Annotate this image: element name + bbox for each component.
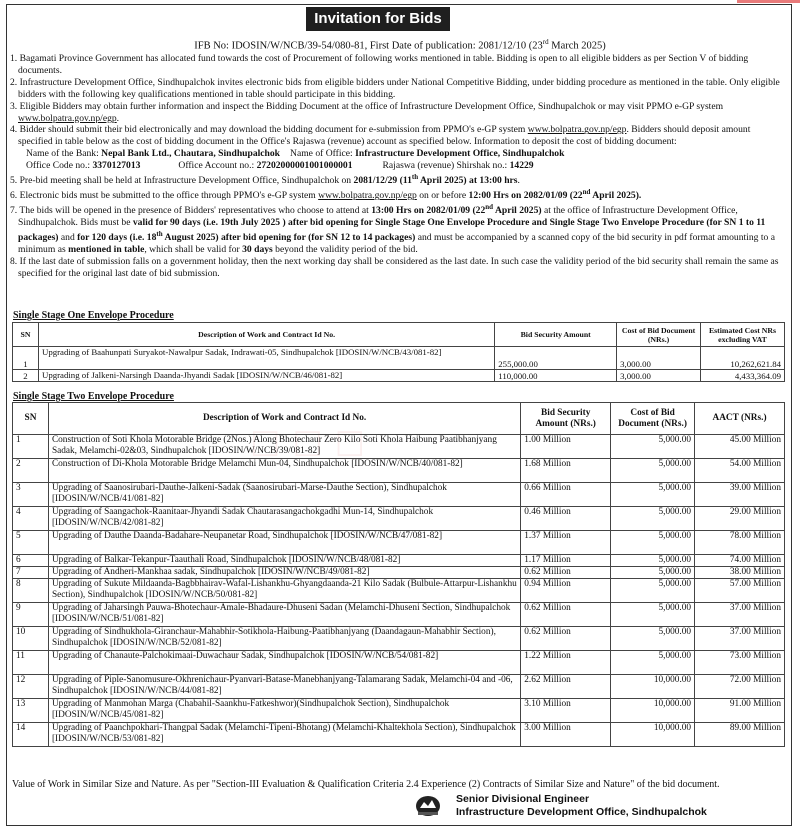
cell-cost: 38.00 Million: [695, 567, 785, 579]
table-row: [13, 483, 785, 507]
point-2: 2. Infrastructure Development Office, Sindhupalchok invites electronic bids from eligible bidders under National Competitive Bidding, under bidding procedure as mentioned in the table. Only eligible bidders with the following key qualifications mentioned in table should participate in this bidding.: [10, 76, 780, 100]
cell-cost: 73.00 Million: [695, 651, 785, 675]
cell-sn: 12: [13, 675, 49, 699]
cell-description: Construction of Soti Khola Motorable Bridge (2Nos.) Along Bhotechaur Zero Kilo Soti Khola Haibung Paatibhanjyang Sadak, Melamchi-02&03, Sindhupalchok [IDOSIN/W/NCB/39/081-82]: [48, 435, 520, 459]
deadline-b: April 2025).: [590, 190, 642, 202]
cell-description: Upgrading of Balkar-Tekanpur-Taauthali Road, Sindhupalchok [IDOSIN/W/NCB/48/081-82]: [48, 555, 520, 567]
cell-bid-security: 0.94 Million: [521, 579, 611, 603]
cell-sn: 2: [13, 459, 49, 483]
table-one-envelope: [12, 322, 785, 382]
egp-link[interactable]: www.bolpatra.gov.np/egp: [18, 112, 117, 124]
table-row: [13, 507, 785, 531]
table-row: [13, 531, 785, 555]
cell-bid-security: 3.00 Million: [521, 723, 611, 747]
cell-description: Upgrading of Jaharsingh Pauwa-Bhotechaur-Amale-Bhadaure-Dhuseni Sadan (Melamchi-Dhuseni Section, Sindhupalchok [IDOSIN/W/NCB/51/081-82]: [48, 603, 520, 627]
col-bid-security: Bid Security Amount: [495, 323, 617, 347]
table-row: [13, 435, 785, 459]
col-description: Description of Work and Contract Id No.: [38, 323, 494, 347]
point-5-text: 5. Pre-bid meeting shall be held at Infrastructure Development Office, Sindhupalchok on: [10, 175, 354, 187]
bank-name: Nepal Bank Ltd., Chautara, Sindhupalchok: [101, 148, 281, 160]
cell-bid-security: 0.46 Million: [521, 507, 611, 531]
cell-doc-cost: 5,000.00: [611, 531, 695, 555]
p7-g-text: for 120 days (i.e. 18: [77, 232, 157, 244]
cell-description: Upgrading of Dauthe Daanda-Badahare-Neupanetar Road, Sindhupalchok [IDOSIN/W/NCB/47/081-82]: [48, 531, 520, 555]
bank-line-1: [10, 148, 786, 160]
cell-description: Construction of Di-Khola Motorable Bridge Melamchi Mun-04, Sindhupalchok [IDOSIN/W/NCB/40/081-82]: [48, 459, 520, 483]
p7-g: [77, 232, 415, 243]
table2-header: [13, 403, 785, 435]
page-title: Invitation for Bids: [306, 7, 450, 31]
deadline-a: 12:00 Hrs on 2082/01/09 (22: [468, 190, 583, 202]
table-row: [13, 459, 785, 483]
shirshak-label: Rajaswa (revenue) Shirshak no.:: [382, 160, 510, 172]
cell-description: Upgrading of Jalkeni-Narsingh Daanda-Jhyandi Sadak [IDOSIN/W/NCB/46/081-82]: [38, 370, 494, 382]
deadline-sup: nd: [582, 188, 591, 197]
footer-note: Value of Work in Similar Size and Nature. As per "Section-III Evaluation & Qualification Criteria 2.4 Experience (2) Contracts of Similar Size and Nature" of the bid document.: [12, 779, 720, 790]
account-no: 27202000001001000001: [256, 160, 353, 172]
point-8: 8. If the last date of submission falls on a government holiday, then the next working day shall be considered as the last date. In such case the validity period of the bid security shall remain the same as specified for the original last date of bid submission.: [10, 256, 779, 280]
cell-doc-cost: 5,000.00: [611, 483, 695, 507]
cell-cost: 37.00 Million: [695, 627, 785, 651]
cell-sn: 5: [13, 531, 49, 555]
table-row: [13, 555, 785, 567]
cell-doc-cost: 3,000.00: [617, 347, 701, 370]
egp-link[interactable]: www.bolpatra.gov.np/egp: [527, 124, 627, 136]
cell-bid-security: 0.62 Million: [521, 567, 611, 579]
cell-description: Upgrading of Manmohan Marga (Chabahil-Saankhu-Fatkeshwor)(Sindhupalchok Section), Sindhupalchok [IDOSIN/W/NCB/45/081-82]: [48, 699, 520, 723]
p7-m: beyond the validity period of the bid.: [272, 244, 418, 256]
p7-j: mentioned in table: [68, 244, 145, 256]
cell-cost: 54.00 Million: [695, 459, 785, 483]
table-row: [13, 370, 785, 382]
cell-doc-cost: 5,000.00: [611, 579, 695, 603]
cell-cost: 29.00 Million: [695, 507, 785, 531]
cell-doc-cost: 5,000.00: [611, 459, 695, 483]
cell-sn: 11: [13, 651, 49, 675]
table-row: [13, 567, 785, 579]
cell-bid-security: 1.37 Million: [521, 531, 611, 555]
point-3-text: 3. Eligible Bidders may obtain further information and inspect the Bidding Document at the office of Infrastructure Development Office, Sindhupalchok or may visit PPMO e-GP system: [10, 100, 724, 112]
col-bid-security: Bid Security Amount (NRs.): [521, 403, 611, 435]
cell-description: Upgrading of Piple-Sanomusure-Okhrenichaur-Pyanvari-Batase-Manebhanjyang-Talamarang Sadak, Melamchi-04 and -06, Sindhupalchok [IDOSIN/W/NCB/44/081-82]: [48, 675, 520, 699]
cell-description: Upgrading of Paanchpokhari-Thangpal Sadak (Melamchi-Tipeni-Bhotang) (Melamchi-Khaltekhola Section), Sindhupalchok [IDOSIN/W/NCB/53/081-82]: [48, 723, 520, 747]
shirshak-no: 14229: [509, 160, 534, 172]
signature-block: [456, 793, 707, 819]
p7-e: valid for 90 days (i.e. 19th July 2025 ) after bid opening for Single Stage One Envelope Procedure and Single Stage Two Envelope Procedure (for SN 1 to 11 packages): [18, 217, 766, 244]
cell-description: Upgrading of Sindhukhola-Giranchaur-Mahabhir-Sotikhola-Haibung-Paatibhanjyang (Daandagaun-Mahabhir Section), Sindhupalchok [IDOSIN/W/NCB/52/081-82]: [48, 627, 520, 651]
point-6-mid: on or before: [416, 190, 469, 202]
cell-bid-security: 1.00 Million: [521, 435, 611, 459]
point-4-text: 4. Bidder should submit their bid electronically and may download the bidding document for e-submission from PPMO's e-GP system: [10, 124, 528, 136]
point-3-end: .: [116, 112, 120, 124]
table-row: [13, 347, 785, 370]
cell-cost: 78.00 Million: [695, 531, 785, 555]
submission-deadline: [469, 190, 642, 201]
col-doc-cost: Cost of Bid Document (NRs.): [611, 403, 695, 435]
cell-description: Upgrading of Andheri-Mankhaa sadak, Sindhupalchok [IDOSIN/W/NCB/49/081-82]: [48, 567, 520, 579]
col-aact: AACT (NRs.): [695, 403, 785, 435]
table-two-envelope: [12, 402, 785, 747]
cell-bid-security: 0.66 Million: [521, 483, 611, 507]
point-5: [10, 172, 786, 187]
ifb-tail: March 2025): [548, 40, 606, 52]
cell-bid-security: 1.17 Million: [521, 555, 611, 567]
office-label: Name of Office:: [290, 148, 356, 160]
table-row: [13, 627, 785, 651]
cell-cost: 89.00 Million: [695, 723, 785, 747]
cell-sn: 2: [13, 370, 39, 382]
cell-sn: 4: [13, 507, 49, 531]
p7-l: 30 days: [242, 244, 273, 256]
table-row: [13, 675, 785, 699]
table1-title: Single Stage One Envelope Procedure: [13, 310, 174, 321]
office-code-label: Office Code no.:: [26, 160, 93, 172]
corner-mark: [737, 0, 800, 3]
table2-body: [13, 435, 785, 747]
ifb-line: [0, 38, 800, 52]
cell-doc-cost: 5,000.00: [611, 555, 695, 567]
nepal-emblem-icon: [414, 794, 442, 818]
cell-cost: 37.00 Million: [695, 603, 785, 627]
cell-doc-cost: 5,000.00: [611, 603, 695, 627]
p7-a: 7. The bids will be opened in the presence of Bidders' representatives who choose to attend at: [10, 205, 372, 217]
cell-cost: 91.00 Million: [695, 699, 785, 723]
point-3: [10, 101, 786, 125]
cell-doc-cost: 5,000.00: [611, 651, 695, 675]
point-7: [10, 202, 786, 256]
p7-d: at the office of Infrastructure Development Office, Sindhupalchok. Bids must be: [18, 205, 738, 229]
col-doc-cost: Cost of Bid Document (NRs.): [617, 323, 701, 347]
cell-doc-cost: 10,000.00: [611, 723, 695, 747]
cell-sn: 1: [13, 347, 39, 370]
table1-header: [13, 323, 785, 347]
office-name: Infrastructure Development Office, Sindhupalchok: [355, 148, 565, 160]
prebid-date-a: 2081/12/29 (11: [353, 175, 412, 187]
cell-cost: 45.00 Million: [695, 435, 785, 459]
cell-description: Upgrading of Chanaute-Palchokimaai-Duwachaur Sadak, Sindhupalchok [IDOSIN/W/NCB/54/081-82]: [48, 651, 520, 675]
cell-bid-security: 0.62 Million: [521, 603, 611, 627]
cell-doc-cost: 3,000.00: [617, 370, 701, 382]
table-row: [13, 603, 785, 627]
ifb-number: IFB No: IDOSIN/W/NCB/39-54/080-81, First Date of publication: 2081/12/10 (23: [194, 40, 543, 52]
cell-bid-security: 3.10 Million: [521, 699, 611, 723]
signatory-title: Senior Divisional Engineer: [456, 793, 590, 805]
ifb-sup: rd: [542, 38, 549, 46]
p7-c-text: April 2025): [493, 205, 542, 217]
p7-f: and: [58, 232, 78, 244]
cell-description: Upgrading of Saangachok-Raanitaar-Jhyandi Sadak Chautarasangachokgadhi Mun-14, Sindhupalchok [IDOSIN/W/NCB/42/081-82]: [48, 507, 520, 531]
cell-cost: 74.00 Million: [695, 555, 785, 567]
cell-doc-cost: 5,000.00: [611, 567, 695, 579]
cell-bid-security: 110,000.00: [495, 370, 617, 382]
bank-label: Name of the Bank:: [26, 148, 102, 160]
cell-doc-cost: 5,000.00: [611, 435, 695, 459]
cell-sn: 14: [13, 723, 49, 747]
bank-line-2: [10, 160, 786, 172]
cell-cost: 10,262,621.84: [701, 347, 785, 370]
cell-bid-security: 1.22 Million: [521, 651, 611, 675]
col-estimated-cost: Estimated Cost NRs excluding VAT: [701, 323, 785, 347]
cell-cost: 72.00 Million: [695, 675, 785, 699]
cell-doc-cost: 5,000.00: [611, 507, 695, 531]
prebid-date: [354, 175, 518, 186]
cell-sn: 13: [13, 699, 49, 723]
point-6: [10, 187, 786, 202]
table-row: [13, 699, 785, 723]
cell-sn: 10: [13, 627, 49, 651]
cell-sn: 7: [13, 567, 49, 579]
account-label: Office Account no.:: [178, 160, 257, 172]
p7-i: and must be accompanied by a scanned copy of the bid security in pdf format amounting to a minimum as: [18, 232, 775, 256]
cell-sn: 6: [13, 555, 49, 567]
p7-sup: nd: [485, 203, 494, 212]
p7-h-text: August 2025) after bid opening for (for SN 12 to 14 packages): [162, 232, 416, 244]
cell-bid-security: 255,000.00: [495, 347, 617, 370]
signatory-office: Infrastructure Development Office, Sindhupalchok: [456, 806, 707, 818]
p7-sup2: th: [156, 230, 163, 239]
p7-b-text: 13:00 Hrs on 2082/01/09 (22: [371, 205, 486, 217]
table2-title: Single Stage Two Envelope Procedure: [13, 391, 174, 402]
col-description: Description of Work and Contract Id No.: [48, 403, 520, 435]
p7-k: , which shall be valid for: [144, 244, 243, 256]
cell-sn: 8: [13, 579, 49, 603]
col-sn: SN: [13, 403, 49, 435]
prebid-sup: th: [411, 173, 419, 182]
point-4-rest: . Bidders should deposit amount specified in table below as the cost of bidding document in the Office's Rajaswa (revenue) account as specified below. Information to deposit the cost of bidding document:: [18, 124, 751, 148]
cell-doc-cost: 10,000.00: [611, 699, 695, 723]
point-5-end: .: [517, 175, 520, 187]
cell-doc-cost: 5,000.00: [611, 627, 695, 651]
p7-b: [371, 205, 541, 216]
watermark: ☐ ☐ ☐: [250, 425, 366, 465]
cell-bid-security: 0.62 Million: [521, 627, 611, 651]
instructions: [10, 53, 786, 280]
point-1: 1. Bagamati Province Government has allocated fund towards the cost of Procurement of following works mentioned in table. Bidding is open to all eligible bidders as per Section V of bidding documents.: [10, 53, 749, 76]
cell-bid-security: 2.62 Million: [521, 675, 611, 699]
office-code: 3370127013: [92, 160, 141, 172]
cell-sn: 3: [13, 483, 49, 507]
col-sn: SN: [13, 323, 39, 347]
table-row: [13, 651, 785, 675]
cell-sn: 1: [13, 435, 49, 459]
cell-description: Upgrading of Saanosirubari-Dauthe-Jalkeni-Sadak (Saanosirubari-Marse-Dauthe Section), Sindhupalchok [IDOSIN/W/NCB/41/081-82]: [48, 483, 520, 507]
cell-cost: 4,433,364.09: [701, 370, 785, 382]
table1-body: [13, 347, 785, 382]
prebid-date-b: April 2025) at 13:00 hrs: [418, 175, 518, 187]
point-6-text: 6. Electronic bids must be submitted to the office through PPMO's e-GP system: [10, 190, 319, 202]
cell-description: Upgrading of Sukute Mildaanda-Bagbbhairav-Wafal-Lishankhu-Ghyangdaanda-21 Kilo Sadak (Bulbule-Attarpur-Lishankhu Section), Sindhupalchok [IDOSIN/W/NCB/50/081-82]: [48, 579, 520, 603]
egp-link[interactable]: www.bolpatra.gov.np/egp: [318, 190, 417, 202]
cell-bid-security: 1.68 Million: [521, 459, 611, 483]
cell-description: Upgrading of Baahunpati Suryakot-Nawalpur Sadak, Indrawati-05, Sindhupalchok [IDOSIN/W/NCB/43/081-82]: [38, 347, 494, 370]
table-row: [13, 579, 785, 603]
cell-cost: 39.00 Million: [695, 483, 785, 507]
cell-doc-cost: 10,000.00: [611, 675, 695, 699]
cell-cost: 57.00 Million: [695, 579, 785, 603]
table-row: [13, 723, 785, 747]
point-4: [10, 124, 786, 148]
cell-sn: 9: [13, 603, 49, 627]
